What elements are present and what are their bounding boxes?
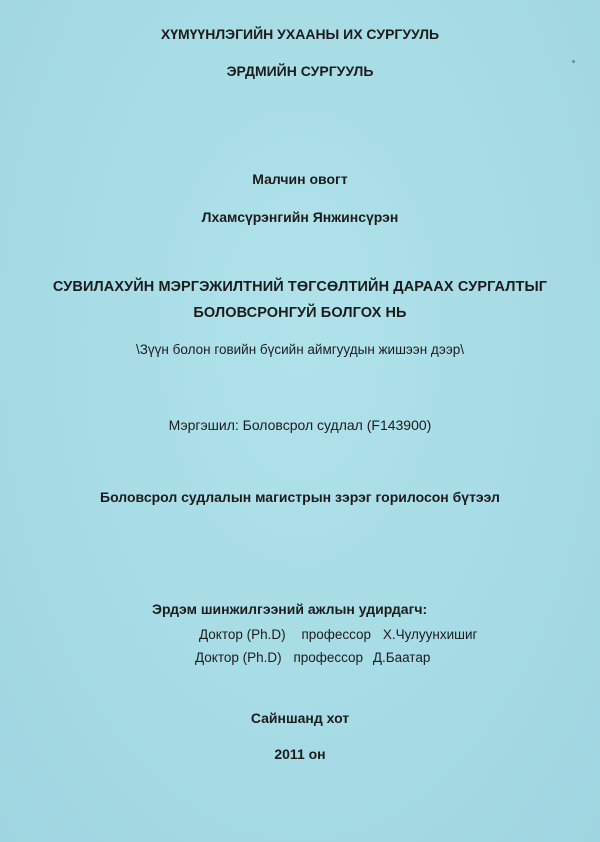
year: 2011 он <box>274 746 326 762</box>
school-name: ЭРДМИЙН СУРГУУЛЬ <box>226 63 374 79</box>
degree-statement: Боловсрол судлалын магистрын зэрэг горилосон бүтээл <box>100 489 500 505</box>
advisor-2-name: Д.Баатар <box>372 650 431 665</box>
advisor-2-rank: профессор <box>293 650 364 665</box>
university-name: ХҮМҮҮНЛЭГИЙН УХААНЫ ИХ СУРГУУЛЬ <box>160 26 440 42</box>
advisor-2-degree: Доктор (Ph.D) <box>195 650 282 665</box>
advisor-1-name: Х.Чулуунхишиг <box>382 627 478 642</box>
specialty-line: Мэргэшил: Боловсрол судлал (F143900) <box>168 417 432 433</box>
advisor-row-1 <box>199 627 477 642</box>
advisor-1-rank: профессор <box>301 627 372 642</box>
thesis-title-line-1: СУВИЛАХУЙН МЭРГЭЖИЛТНИЙ ТӨГСӨЛТИЙН ДАРААХ СУРГАЛТЫГ <box>52 279 548 295</box>
paper-speck <box>572 60 575 63</box>
author-clan-name: Малчин овогт <box>252 171 348 187</box>
author-full-name: Лхамсүрэнгийн Янжинсүрэн <box>201 209 399 225</box>
advisor-row-2 <box>195 650 430 665</box>
thesis-subtitle: \Зүүн болон говийн бүсийн аймгуудын жишээн дээр\ <box>136 342 464 357</box>
place-name: Сайншанд хот <box>250 710 350 726</box>
advisor-1-degree: Доктор (Ph.D) <box>199 627 286 642</box>
advisors-heading: Эрдэм шинжилгээний ажлын удирдагч: <box>152 601 428 617</box>
thesis-title-line-2: БОЛОВСРОНГУЙ БОЛГОХ НЬ <box>193 305 407 321</box>
